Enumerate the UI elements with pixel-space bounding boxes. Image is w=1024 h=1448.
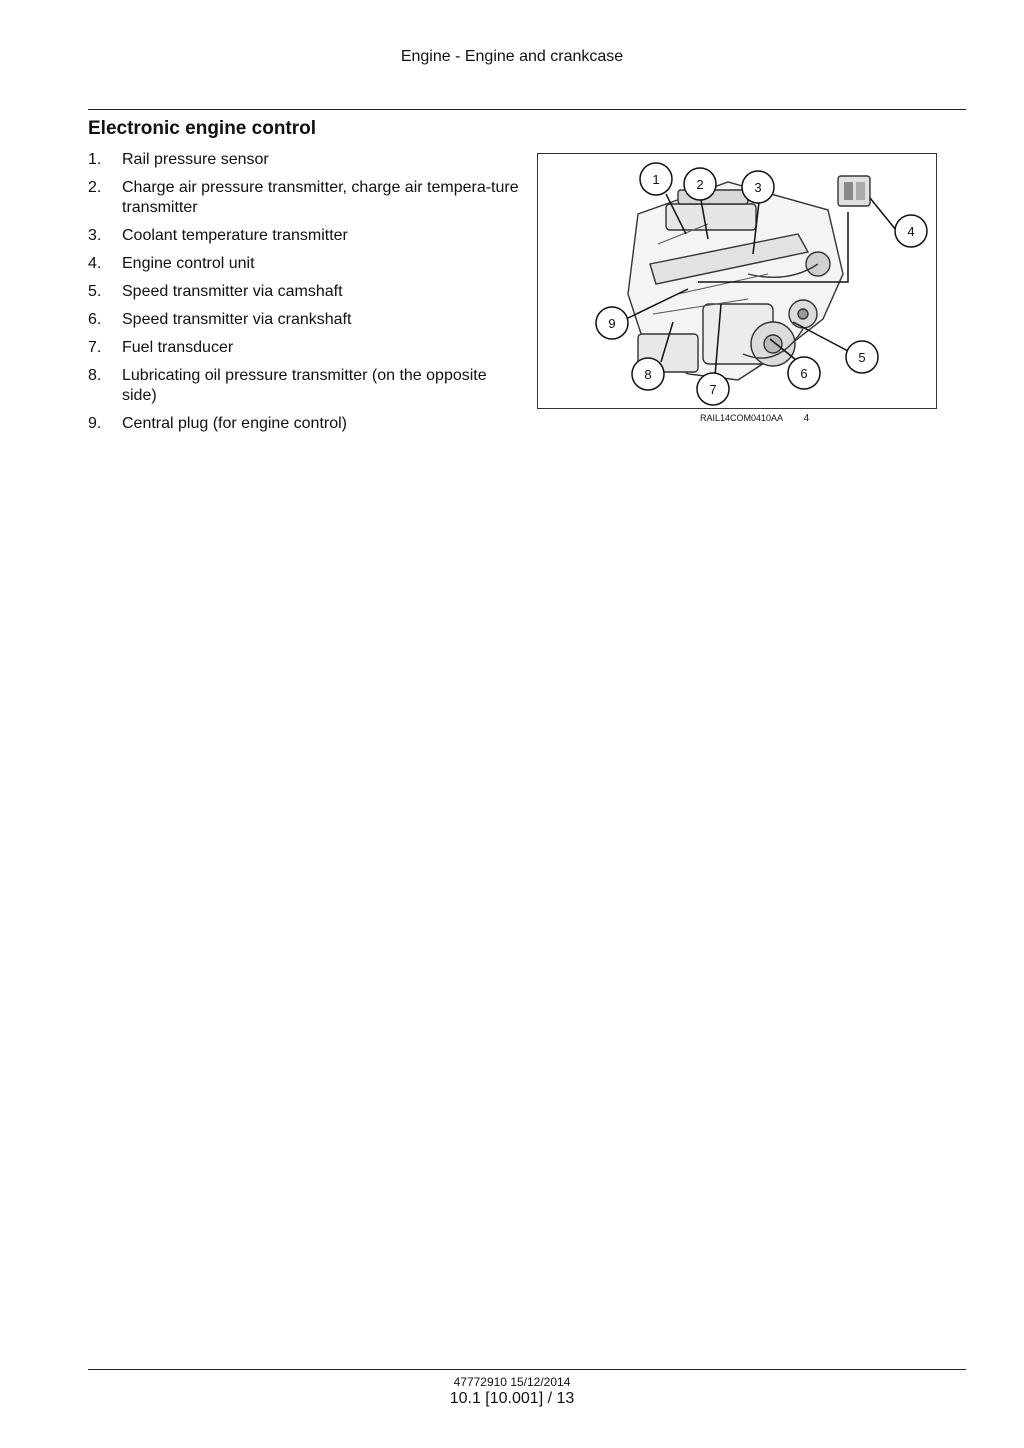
item-label: Fuel transducer	[122, 339, 234, 356]
list-item	[88, 310, 520, 330]
callout-3	[742, 171, 774, 203]
list-item	[88, 254, 520, 274]
item-number: 4.	[88, 255, 102, 272]
item-label: Coolant temperature transmitter	[122, 227, 348, 244]
item-label: Rail pressure sensor	[122, 151, 269, 168]
callout-label: 1	[652, 172, 660, 187]
callout-9	[596, 307, 628, 339]
list-item	[88, 150, 520, 170]
item-label: Engine control unit	[122, 255, 255, 272]
callout-label: 2	[696, 177, 704, 192]
item-number: 7.	[88, 339, 102, 356]
callout-8	[632, 358, 664, 390]
item-label: Lubricating oil pressure transmitter (on the opposite side)	[122, 367, 487, 404]
callout-label: 9	[608, 316, 616, 331]
callout-5	[846, 341, 878, 373]
item-number: 3.	[88, 227, 102, 244]
item-number: 8.	[88, 367, 102, 384]
callout-4	[895, 215, 927, 247]
parts-list	[88, 150, 520, 442]
list-item	[88, 338, 520, 358]
item-label: Central plug (for engine control)	[122, 415, 348, 432]
item-number: 2.	[88, 179, 102, 196]
callout-1	[640, 163, 672, 195]
header-rule	[88, 109, 966, 110]
figure-number: 4	[803, 413, 810, 424]
footer-doc-ref: 47772910 15/12/2014	[453, 1375, 571, 1389]
figure-caption	[700, 413, 809, 424]
callout-label: 3	[754, 180, 762, 195]
engine-illustration	[538, 154, 936, 408]
item-label: Charge air pressure transmitter, charge air tempera-ture transmitter	[122, 179, 519, 216]
item-label: Speed transmitter via camshaft	[122, 283, 343, 300]
item-number: 6.	[88, 311, 102, 328]
list-item	[88, 366, 520, 406]
list-item	[88, 414, 520, 434]
list-item	[88, 282, 520, 302]
callout-label: 4	[907, 224, 915, 239]
figure-code: RAIL14COM0410AA	[700, 413, 784, 423]
footer-rule	[88, 1369, 966, 1370]
list-item	[88, 226, 520, 246]
footer-page-ref: 10.1 [10.001] / 13	[449, 1390, 575, 1407]
callout-6	[788, 357, 820, 389]
item-label: Speed transmitter via crankshaft	[122, 311, 352, 328]
callout-label: 8	[644, 367, 652, 382]
list-item	[88, 178, 520, 218]
callout-7	[697, 373, 729, 405]
callout-2	[684, 168, 716, 200]
item-number: 5.	[88, 283, 102, 300]
running-header: Engine - Engine and crankcase	[400, 48, 624, 65]
item-number: 1.	[88, 151, 102, 168]
section-title: Electronic engine control	[88, 118, 317, 139]
callout-label: 5	[858, 350, 866, 365]
engine-figure	[537, 153, 937, 409]
callout-label: 7	[709, 382, 717, 397]
callout-label: 6	[800, 366, 808, 381]
item-number: 9.	[88, 415, 102, 432]
